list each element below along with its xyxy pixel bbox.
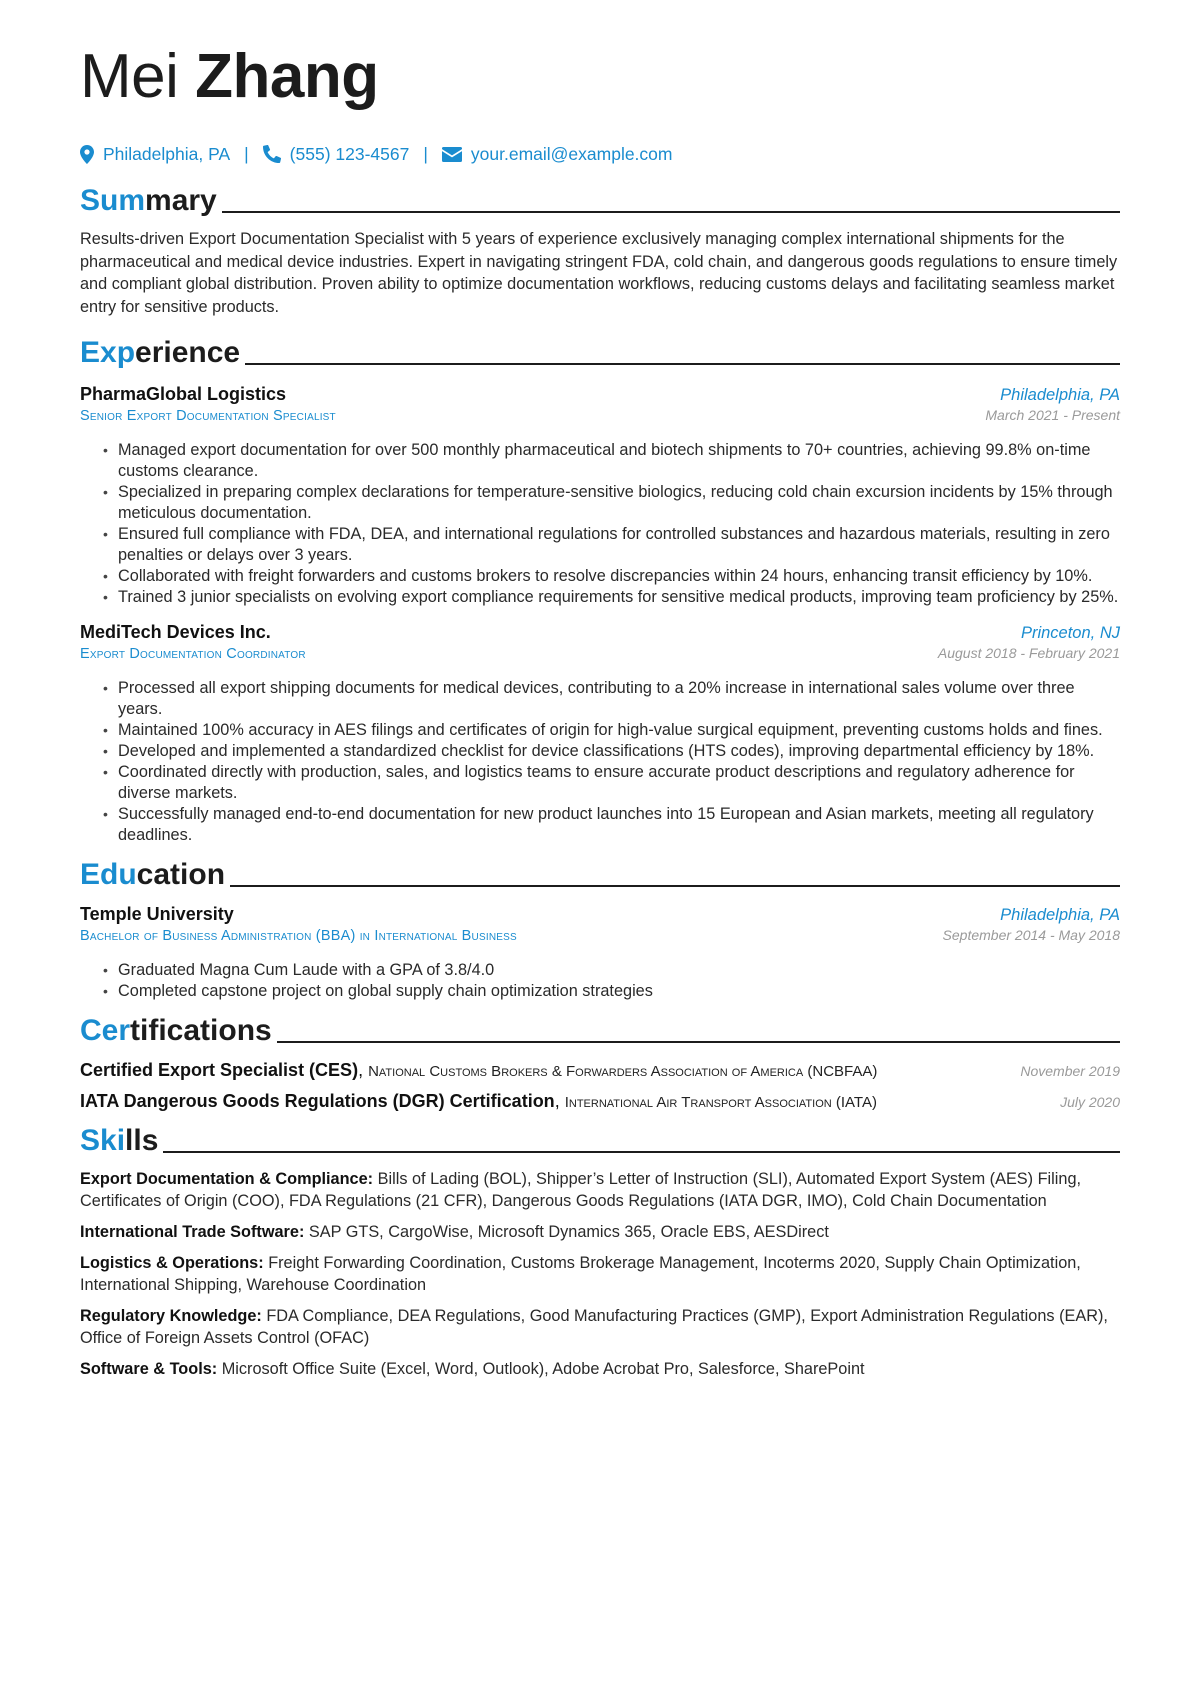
skill-value: Freight Forwarding Coordination, Customs Brokerage Management, Incoterms 2020, Supply Chain Optimization, International Shipping, Warehouse Coordination bbox=[80, 1254, 1081, 1294]
job-bullets bbox=[80, 678, 1120, 846]
bullet-item: • Specialized in preparing complex declarations for temperature-sensitive biologics, reducing cold chain excursion incidents by 15% through meticulous documentation. bbox=[118, 482, 1120, 524]
section-title: Certifications bbox=[80, 1014, 272, 1047]
skill-row bbox=[80, 1305, 1120, 1349]
job-entry bbox=[80, 622, 1120, 846]
bullet-item: • Managed export documentation for over 500 monthly pharmaceutical and biotech shipments to 70+ countries, achieving 99.8% on-time customs clearance. bbox=[118, 440, 1120, 482]
job-location: Princeton, NJ bbox=[1020, 624, 1120, 642]
certification-name: Certified Export Specialist (CES) bbox=[80, 1060, 359, 1080]
skill-label: Logistics & Operations: bbox=[80, 1254, 264, 1272]
skill-label: Export Documentation & Compliance: bbox=[80, 1170, 374, 1188]
skill-row bbox=[80, 1252, 1120, 1296]
location-text: Philadelphia, PA bbox=[103, 143, 231, 164]
company-name: MediTech Devices Inc. bbox=[80, 622, 271, 642]
envelope-icon bbox=[442, 147, 462, 162]
bullet-item: • Processed all export shipping documents for medical devices, contributing to a 20% increase in international sales volume over three years. bbox=[118, 678, 1120, 720]
bullet-item: • Ensured full compliance with FDA, DEA, and international regulations for controlled substances and hazardous materials, resulting in zero penalties or delays over 3 years. bbox=[118, 524, 1120, 566]
section-rule bbox=[245, 363, 1120, 365]
skill-value: SAP GTS, CargoWise, Microsoft Dynamics 365, Oracle EBS, AESDirect bbox=[308, 1223, 829, 1241]
degree-name: Bachelor of Business Administration (BBA) in International Business bbox=[80, 928, 517, 944]
education-bullets bbox=[80, 960, 1120, 1002]
bullet-item: • Coordinated directly with production, sales, and logistics teams to ensure accurate product descriptions and regulatory adherence for diverse markets. bbox=[118, 762, 1120, 804]
contact-separator: | bbox=[423, 143, 428, 164]
education-dates: September 2014 - May 2018 bbox=[942, 927, 1120, 943]
section-certifications-heading bbox=[80, 1014, 1120, 1048]
skill-row bbox=[80, 1358, 1120, 1380]
contact-location bbox=[80, 144, 230, 165]
bullet-item: • Completed capstone project on global supply chain optimization strategies bbox=[118, 981, 1120, 1002]
bullet-item: • Successfully managed end-to-end documentation for new product launches into 15 European and Asian markets, meeting all regulatory deadlines. bbox=[118, 804, 1120, 846]
section-rule bbox=[222, 211, 1120, 213]
contact-email[interactable] bbox=[442, 144, 673, 165]
bullet-item: • Maintained 100% accuracy in AES filings and certificates of origin for high-value surgical equipment, preventing customs holds and fines. bbox=[118, 720, 1120, 741]
certification-org: National Customs Brokers & Forwarders Association of America (NCBFAA) bbox=[368, 1063, 878, 1080]
contact-bar bbox=[80, 142, 1120, 166]
last-name: Zhang bbox=[195, 42, 379, 111]
section-title: Skills bbox=[80, 1124, 159, 1157]
section-summary-heading bbox=[80, 184, 1120, 218]
email-text: your.email@example.com bbox=[470, 143, 673, 164]
skill-value: Bills of Lading (BOL), Shipper’s Letter of Instruction (SLI), Automated Export System (AES) Filing, Certificates of Origin (COO), FDA Regulations (21 CFR), Dangerous Goods Regulations (IATA DGR, IMO), Cold Chain Documentation bbox=[80, 1170, 1082, 1210]
skill-value: FDA Compliance, DEA Regulations, Good Manufacturing Practices (GMP), Export Administration Regulations (EAR), Office of Foreign Assets Control (OFAC) bbox=[80, 1307, 1108, 1347]
bullet-item: • Developed and implemented a standardized checklist for device classifications (HTS codes), improving departmental efficiency by 18%. bbox=[118, 741, 1120, 762]
skill-row bbox=[80, 1168, 1120, 1212]
job-dates: August 2018 - February 2021 bbox=[937, 645, 1120, 661]
job-dates: March 2021 - Present bbox=[985, 407, 1120, 423]
certification-name: IATA Dangerous Goods Regulations (DGR) Certification bbox=[80, 1091, 555, 1111]
contact-separator: | bbox=[244, 143, 249, 164]
section-experience-heading bbox=[80, 336, 1120, 370]
section-skills-heading bbox=[80, 1124, 1120, 1158]
job-role: Senior Export Documentation Specialist bbox=[80, 408, 336, 424]
job-role: Export Documentation Coordinator bbox=[80, 646, 306, 662]
first-name: Mei bbox=[80, 42, 179, 111]
section-rule bbox=[277, 1041, 1120, 1043]
certification-item: Certified Export Specialist (CES), National Customs Brokers & Forwarders Association of America (NCBFAA) November 2019 bbox=[80, 1060, 1120, 1080]
job-entry bbox=[80, 384, 1120, 608]
section-rule bbox=[230, 885, 1120, 887]
bullet-item: • Graduated Magna Cum Laude with a GPA of 3.8/4.0 bbox=[118, 960, 1120, 981]
section-title: Experience bbox=[80, 336, 241, 369]
job-bullets bbox=[80, 440, 1120, 608]
phone-text: (555) 123-4567 bbox=[289, 143, 410, 164]
section-education-heading bbox=[80, 858, 1120, 892]
section-rule bbox=[163, 1151, 1120, 1153]
contact-phone[interactable] bbox=[263, 144, 410, 165]
skill-value: Microsoft Office Suite (Excel, Word, Outlook), Adobe Acrobat Pro, Salesforce, SharePoint bbox=[221, 1360, 865, 1378]
certification-item: IATA Dangerous Goods Regulations (DGR) Certification, International Air Transport Association (IATA) July 2020 bbox=[80, 1091, 1120, 1111]
certification-org: International Air Transport Association (IATA) bbox=[564, 1094, 877, 1111]
phone-icon bbox=[263, 145, 281, 163]
school-name: Temple University bbox=[80, 904, 234, 924]
candidate-name bbox=[80, 38, 1120, 116]
certification-date: July 2020 bbox=[1060, 1094, 1120, 1110]
company-name: PharmaGlobal Logistics bbox=[80, 384, 287, 404]
section-title: Summary bbox=[80, 184, 217, 217]
education-entry bbox=[80, 904, 1120, 1002]
bullet-item: • Collaborated with freight forwarders and customs brokers to resolve discrepancies within 24 hours, enhancing transit efficiency by 10%. bbox=[118, 566, 1120, 587]
summary-text: Results-driven Export Documentation Specialist with 5 years of experience exclusively managing complex international shipments for the pharmaceutical and medical device industries. Expert in navigating stringent FDA, cold chain, and dangerous goods regulations to ensure timely and compliant global distribution. Proven ability to optimize documentation workflows, reducing customs delays and facilitating seamless market entry for sensitive products. bbox=[80, 230, 1118, 316]
job-location: Philadelphia, PA bbox=[1000, 386, 1120, 404]
map-pin-icon bbox=[80, 145, 94, 164]
skill-label: International Trade Software: bbox=[80, 1223, 305, 1241]
certification-date: November 2019 bbox=[1020, 1063, 1120, 1079]
skill-row bbox=[80, 1221, 1120, 1243]
skill-label: Regulatory Knowledge: bbox=[80, 1307, 262, 1325]
skill-label: Software & Tools: bbox=[80, 1360, 218, 1378]
school-location: Philadelphia, PA bbox=[1000, 906, 1120, 924]
section-title: Education bbox=[80, 858, 226, 891]
bullet-item: • Trained 3 junior specialists on evolving export compliance requirements for sensitive medical products, improving team proficiency by 25%. bbox=[118, 587, 1120, 608]
